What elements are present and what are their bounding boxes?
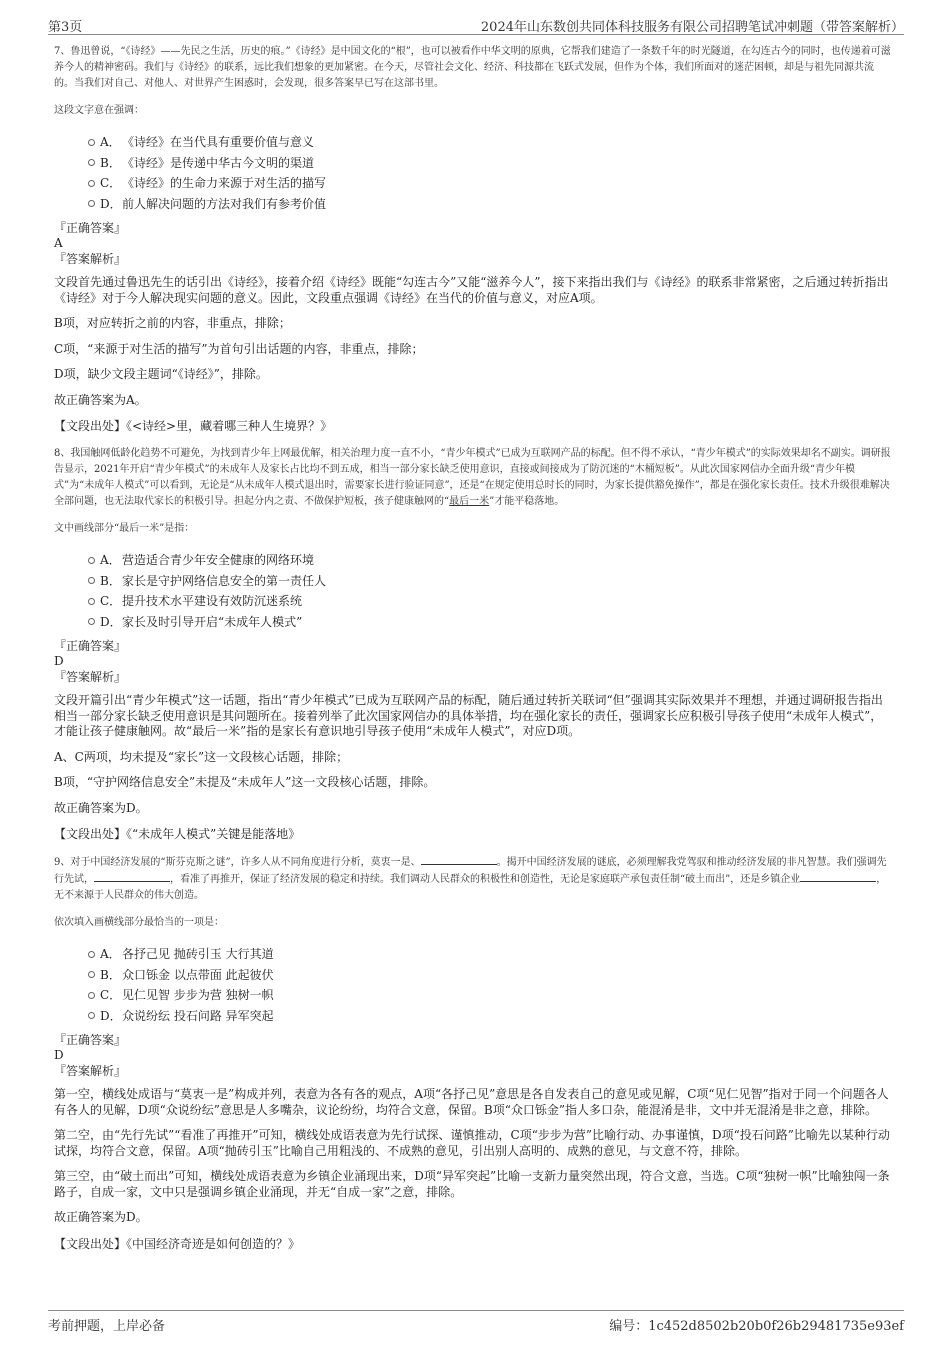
question-8-prompt: 文中画线部分“最后一米”是指： <box>54 523 195 534</box>
question-7-text: 7、鲁迅曾说，“《诗经》——先民之生活，历史的痕。”《诗经》是中国文化的“根”，也可以被看作中华文明的原典，它帮我们建造了一条数千年的时光隧道，在勾连古今的同时，也传递着可滋养今人的精神密码。我们与《诗经》的联系，远比我们想象的更加紧密。在今天，尽管社会文化、经济、科技都在飞跃式发展，但作为个体，我们所面对的迷茫困顿，却是与祖先同源共流的。当我们对自己、对他人、对世界产生困惑时，会发现，很多答案早已写在这部书里。 <box>54 46 891 89</box>
question-7 <box>54 44 892 434</box>
radio-icon[interactable] <box>88 200 95 207</box>
footer-slogan: 考前押题，上岸必备 <box>48 1319 166 1334</box>
question-9-option-a[interactable]: A． 各抒己见 抛砖引玉 大行其道 <box>88 944 892 965</box>
radio-icon[interactable] <box>88 992 95 999</box>
question-9-option-b[interactable]: B． 众口铄金 以点带面 此起彼伏 <box>88 965 892 986</box>
question-8-source: 【文段出处】《“未成年人模式”关键是能落地》 <box>54 827 301 841</box>
question-7-option-d[interactable]: D． 前人解决问题的方法对我们有参考价值 <box>88 194 892 215</box>
radio-icon[interactable] <box>88 180 95 187</box>
analysis-paragraph: 第一空，横线处成语与“莫衷一是”构成并列，表意为各有各的观点，A项“各抒己见”意思是各自发表自己的意见或见解，C项“见仁见智”指对于同一个问题各人有各人的见解，D项“众说纷纭”意思是人多嘴杂，议论纷纷，均符合文意，保留。B项“众口铄金”指人多口杂，能混淆是非，文中并无混淆是非之意，排除。 <box>54 1087 889 1117</box>
question-8-option-d[interactable]: D． 家长及时引导开启“未成年人模式” <box>88 612 892 633</box>
analysis-paragraph: B项，对应转折之前的内容，非重点，排除； <box>54 316 291 330</box>
page-content <box>54 44 892 1264</box>
question-9-text: 9、对于中国经济发展的“斯芬克斯之谜”，许多人从不同角度进行分析，莫衷一是、 。揭开中国经济发展的谜底，必须理解我党驾驭和推动经济发展的非凡智慧。我们强调先行先试， ，看准了再推开，保证了经济发展的稳定和持续。我们调动人民群众的积极性和创造性，无论是家庭联产承包责任制“破土而出”，还是乡镇企业 ，无不来源于人民群众的伟大创造。 <box>54 854 892 904</box>
analysis-paragraph: 文段开篇引出“青少年模式”这一话题，指出“青少年模式”已成为互联网产品的标配，随后通过转折关联词“但”强调其实际效果并不理想，并通过调研报告指出相当一部分家长缺乏使用意识是其问题所在。接着列举了此次国家网信办的具体举措，均在强化家长的责任，强调家长应积极引导孩子使用“未成年人模式”，才能让孩子健康触网。故“最后一米”指的是家长有意识地引导孩子使用“未成年人模式”，对应D项。 <box>54 693 883 738</box>
radio-icon[interactable] <box>88 557 95 564</box>
question-7-answer: A <box>54 236 63 250</box>
question-8-answer: D <box>54 654 64 668</box>
analysis-paragraph: 故正确答案为A。 <box>54 392 147 407</box>
question-7-source: 【文段出处】《<诗经>里，藏着哪三种人生境界？》 <box>54 419 333 433</box>
radio-icon[interactable] <box>88 971 95 978</box>
analysis-paragraph: 文段首先通过鲁迅先生的话引出《诗经》，接着介绍《诗经》既能“勾连古今”又能“滋养今人”，接下来指出我们与《诗经》的联系非常紧密，之后通过转折指出《诗经》对于今人解决现实问题的意义。因此，文段重点强调《诗经》在当代的价值与意义，对应A项。 <box>54 275 889 305</box>
radio-icon[interactable] <box>88 951 95 958</box>
analysis-paragraph: 故正确答案为D。 <box>54 800 148 815</box>
radio-icon[interactable] <box>88 1012 95 1019</box>
question-8-options <box>88 550 892 632</box>
analysis-heading: 『答案解析』 <box>54 252 127 266</box>
question-9 <box>54 854 892 1252</box>
document-code: 编号：1c452d8502b20b0f26b29481735e93ef <box>609 1319 904 1334</box>
question-9-prompt: 依次填入画横线部分最恰当的一项是： <box>54 917 224 928</box>
question-8 <box>54 446 892 842</box>
radio-icon[interactable] <box>88 598 95 605</box>
underlined-phrase: 最后一米 <box>449 496 490 507</box>
answer-heading: 『正确答案』 <box>54 1033 127 1047</box>
analysis-paragraph: 第二空，由“先行先试”“看准了再推开”可知，横线处成语表意为先行试探、谨慎推动，C项“步步为营”比喻行动、办事谨慎，D项“投石问路”比喻先以某种行动试探，均符合文意，保留。A项“抛砖引玉”比喻自己用粗浅的、不成熟的意见，引出别人高明的、成熟的意见，与文意不符，排除。 <box>54 1128 890 1158</box>
question-9-answer: D <box>54 1048 64 1062</box>
analysis-paragraph: A、C两项，均未提及“家长”这一文段核心话题，排除； <box>54 749 349 764</box>
page-footer <box>48 1310 904 1333</box>
question-9-source: 【文段出处】《中国经济奇迹是如何创造的？》 <box>54 1236 301 1251</box>
question-7-option-b[interactable]: B． 《诗经》是传递中华古今文明的渠道 <box>88 153 892 174</box>
question-8-option-c[interactable]: C． 提升技术水平建设有效防沉迷系统 <box>88 591 892 612</box>
answer-heading: 『正确答案』 <box>54 221 127 235</box>
question-9-option-d[interactable]: D． 众说纷纭 投石问路 异军突起 <box>88 1006 892 1027</box>
fill-blank <box>800 871 876 882</box>
analysis-paragraph: B项，“守护网络信息安全”未提及“未成年人”这一文段核心话题，排除。 <box>54 775 436 789</box>
question-8-text: 8、我国触网低龄化趋势不可避免，为找到青少年上网最优解，相关治理力度一直不小，“青少年模式”已成为互联网产品的标配。但不得不承认，“青少年模式”的实际效果却名不副实。调研报告显示，2021年开启“青少年模式”的未成年人及家长占比均不到五成，相当一部分家长缺乏使用意识，直接或间接成为了防沉迷的“木桶短板”。从此次国家网信办全面升级“青少年模式”为“未成年人模式”可以看到，无论是“从未成年人模式退出时，需要家长进行验证同意”，还是“在规定使用总时长的同时，为家长提供豁免操作”，都是在强化家长责任。技术升级很难解决全部问题，也无法取代家长的积极引导。担起分内之责、不做保护短板，孩子健康触网的“最后一米”才能平稳落地。 <box>54 448 891 507</box>
fill-blank <box>94 871 170 882</box>
analysis-paragraph: C项，“来源于对生活的描写”为首句引出话题的内容，非重点，排除； <box>54 341 424 356</box>
radio-icon[interactable] <box>88 618 95 625</box>
analysis-paragraph: 第三空，由“破土而出”可知，横线处成语表意为乡镇企业涌现出来，D项“异军突起”比喻一支新力量突然出现，符合文意，当选。C项“独树一帜”比喻独闯一条路子，自成一家，文中只是强调乡镇企业涌现，并无“自成一家”之意，排除。 <box>54 1169 890 1199</box>
question-8-option-a[interactable]: A． 营造适合青少年安全健康的网络环境 <box>88 550 892 571</box>
radio-icon[interactable] <box>88 139 95 146</box>
question-9-options <box>88 944 892 1026</box>
fill-blank <box>421 854 497 865</box>
analysis-heading: 『答案解析』 <box>54 670 127 684</box>
question-7-option-a[interactable]: A． 《诗经》在当代具有重要价值与意义 <box>88 132 892 153</box>
radio-icon[interactable] <box>88 159 95 166</box>
answer-heading: 『正确答案』 <box>54 639 127 653</box>
page-number: 第3页 <box>48 20 83 35</box>
analysis-heading: 『答案解析』 <box>54 1064 127 1078</box>
question-8-option-b[interactable]: B． 家长是守护网络信息安全的第一责任人 <box>88 571 892 592</box>
question-9-option-c[interactable]: C． 见仁见智 步步为营 独树一帜 <box>88 985 892 1006</box>
radio-icon[interactable] <box>88 577 95 584</box>
question-7-options <box>88 132 892 214</box>
document-title: 2024年山东数创共同体科技服务有限公司招聘笔试冲刺题（带答案解析） <box>480 20 904 35</box>
page-header <box>48 14 904 35</box>
question-7-option-c[interactable]: C． 《诗经》的生命力来源于对生活的描写 <box>88 173 892 194</box>
analysis-paragraph: D项，缺少文段主题词“《诗经》”，排除。 <box>54 367 268 381</box>
question-7-prompt: 这段文字意在强调： <box>54 105 144 116</box>
analysis-paragraph: 故正确答案为D。 <box>54 1210 148 1224</box>
